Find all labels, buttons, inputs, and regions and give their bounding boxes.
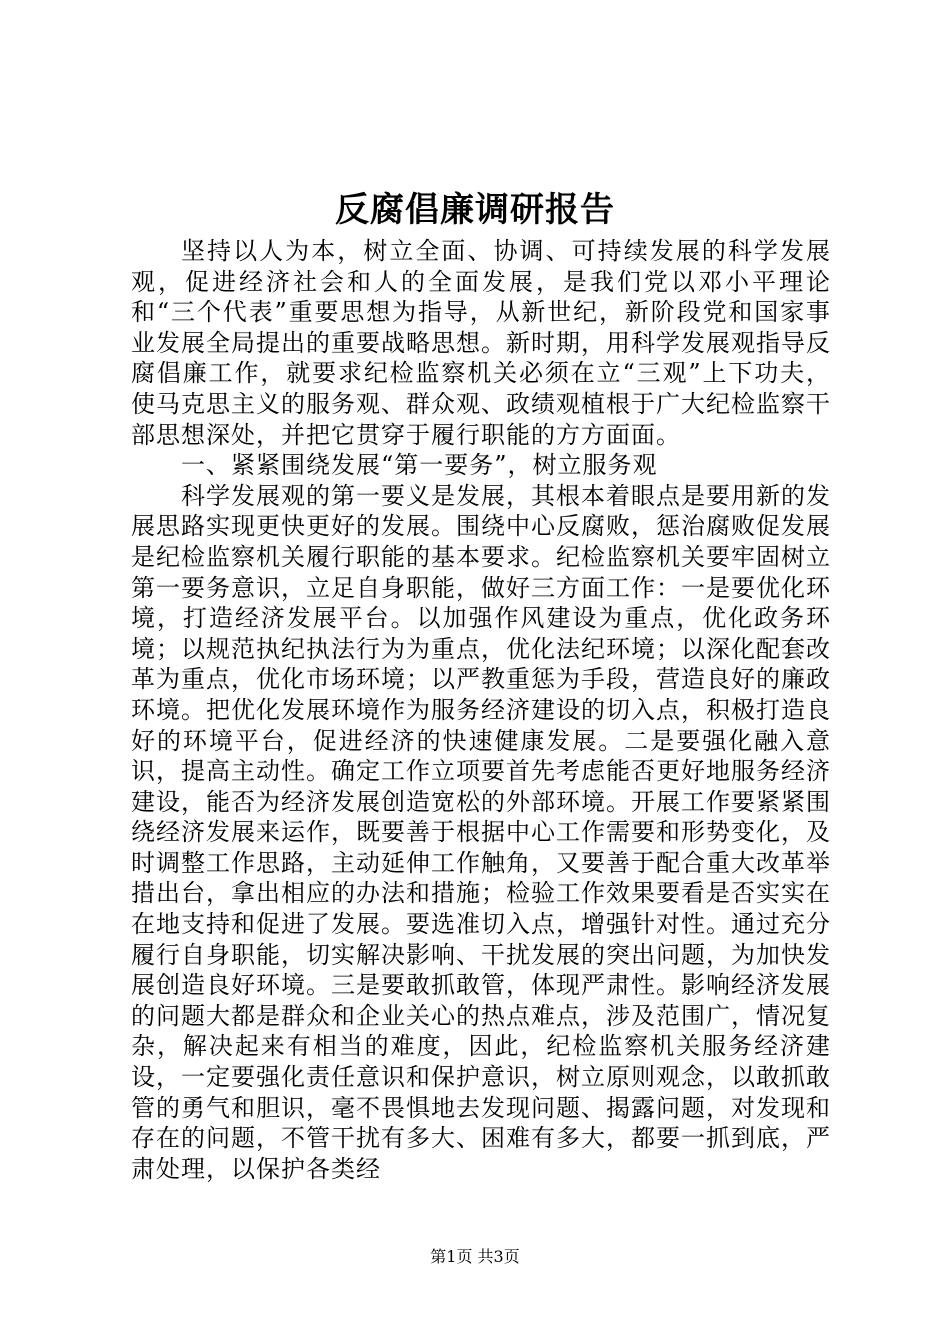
page-footer: 第1页 共3页 [430,1247,520,1266]
document-body [131,236,831,1184]
intro-paragraph: 坚持以人为本，树立全面、协调、可持续发展的科学发展观，促进经济社会和人的全面发展，是我们党以邓小平理论和“三个代表”重要思想为指导，从新世纪，新阶段党和国家事业发展全局提出的重要战略思想。新时期，用科学发展观指导反腐倡廉工作，就要求纪检监察机关必须在立“三观”上下功夫，使马克思主义的服务观、群众观、政绩观植根于广大纪检监察干部思想深处，并把它贯穿于履行职能的方方面面。 [131,237,831,449]
document-title: 反腐倡廉调研报告 [335,190,615,230]
section-paragraph: 科学发展观的第一要义是发展，其根本着眼点是要用新的发展思路实现更快更好的发展。围绕中心反腐败，惩治腐败促发展是纪检监察机关履行职能的基本要求。纪检监察机关要牢固树立第一要务意识，立足自身职能，做好三方面工作：一是要优化环境，打造经济发展平台。以加强作风建设为重点，优化政务环境；以规范执纪执法行为为重点，优化法纪环境；以深化配套改革为重点，优化市场环境；以严教重惩为手段，营造良好的廉政环境。把优化发展环境作为服务经济建设的切入点，积极打造良好的环境平台，促进经济的快速健康发展。二是要强化融入意识，提高主动性。确定工作立项要首先考虑能否更好地服务经济建设，能否为经济发展创造宽松的外部环境。开展工作要紧紧围绕经济发展来运作，既要善于根据中心工作需要和形势变化，及时调整工作思路，主动延伸工作触角，又要善于配合重大改革举措出台，拿出相应的办法和措施；检验工作效果要看是否实实在在地支持和促进了发展。要选准切入点，增强针对性。通过充分履行自身职能，切实解决影响、干扰发展的突出问题，为加快发展创造良好环境。三是要敢抓敢管，体现严肃性。影响经济发展的问题大都是群众和企业关心的热点难点，涉及范围广，情况复杂，解决起来有相当的难度，因此，纪检监察机关服务经济建设，一定要强化责任意识和保护意识，树立原则观念，以敢抓敢管的勇气和胆识，毫不畏惧地去发现问题、揭露问题，对发现和存在的问题，不管干扰有多大、困难有多大，都要一抓到底，严肃处理，以保护各类经 [131,481,831,1183]
section-heading: 一、紧紧围绕发展“第一要务”，树立服务观 [181,451,658,480]
